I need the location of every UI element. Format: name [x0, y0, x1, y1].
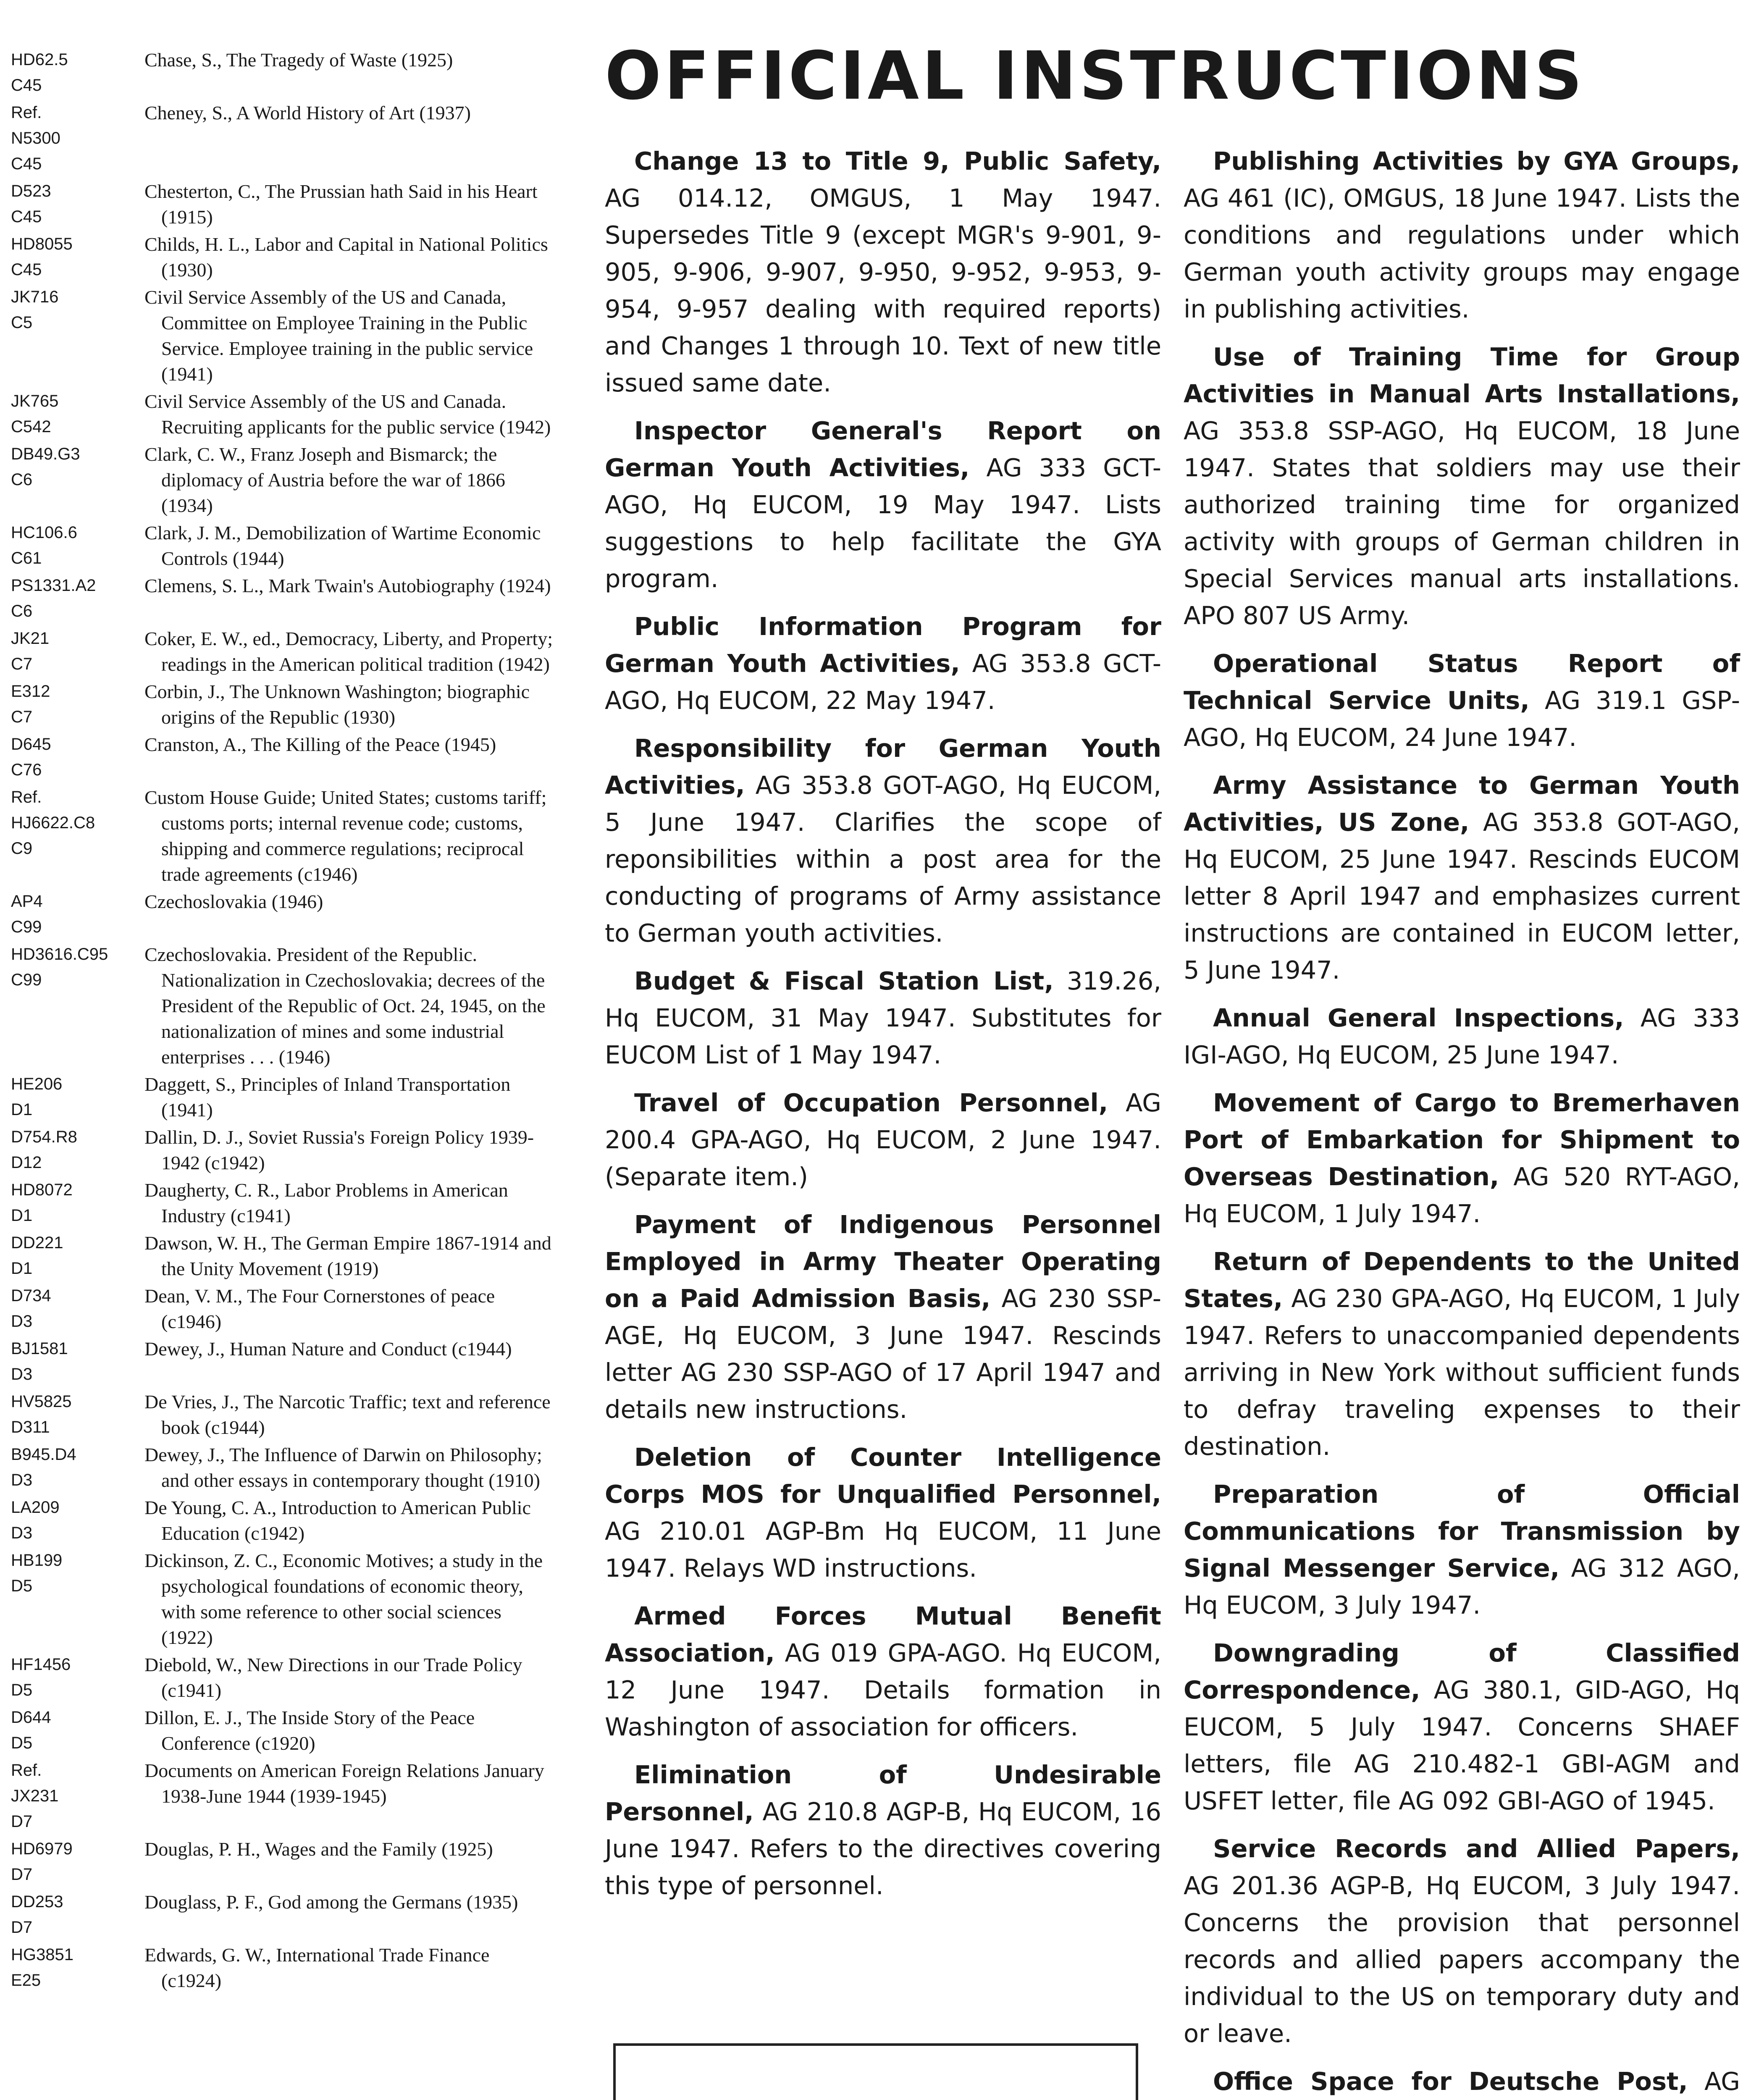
instruction-entry: [605, 412, 1161, 597]
instruction-details: AG 353.8 SSP-AGO, Hq EUCOM, 18 June 1947. States that soldiers may use their authorized training time for organized activity with groups of German children in Special Services manual arts installations. APO 807 US Army.: [1184, 416, 1740, 630]
bibliography-text: Dawson, W. H., The German Empire 1867-1914 and the Unity Movement (1919): [144, 1232, 551, 1279]
bibliography-entry: [11, 441, 553, 518]
call-number-line: D5: [11, 1734, 33, 1752]
instruction-title: Annual General Inspections,: [1213, 1003, 1624, 1032]
bibliography-entry: [11, 679, 553, 730]
instruction-title: Service Records and Allied Papers,: [1213, 1834, 1740, 1863]
bibliography-entry: [11, 47, 553, 98]
call-number-line: DD221: [11, 1234, 63, 1252]
call-number-line: D3: [11, 1312, 33, 1331]
bibliography-text: Douglass, P. F., God among the Germans (1935): [144, 1891, 518, 1913]
call-number-line: D1: [11, 1100, 33, 1119]
bibliography-entry: [11, 732, 553, 783]
bibliography-text: Dickinson, Z. C., Economic Motives; a study in the psychological foundations of economic theory, with some reference to other social sciences (1922): [144, 1550, 543, 1648]
call-number: [11, 178, 137, 230]
call-number-line: C76: [11, 761, 42, 779]
bibliography-text: Clemens, S. L., Mark Twain's Autobiography (1924): [144, 575, 551, 596]
call-number-line: D3: [11, 1471, 33, 1489]
call-number-line: D3: [11, 1365, 33, 1383]
call-number-line: N5300: [11, 129, 60, 147]
bibliography-entry: [11, 889, 553, 940]
instruction-details: AG 353.8 GOT-AGO, Hq EUCOM, 5 June 1947. Clarifies the scope of reponsibilities within a post area for the conducting of programs of Army assistance to German youth activities.: [605, 771, 1161, 948]
call-number-line: C6: [11, 602, 33, 620]
call-number: [11, 1442, 137, 1493]
call-number-line: C45: [11, 260, 42, 279]
instruction-entry: [605, 963, 1161, 1074]
bibliography-text: Clark, C. W., Franz Joseph and Bismarck; the diplomacy of Austria before the war of 1866 (1934): [144, 444, 505, 516]
call-number: [11, 785, 137, 887]
call-number: [11, 1071, 137, 1123]
call-number-line: HG3851: [11, 1945, 74, 1964]
call-number: [11, 1389, 137, 1440]
call-number-line: DB49.G3: [11, 445, 80, 463]
call-number-line: HC106.6: [11, 523, 77, 542]
call-number-line: D523: [11, 182, 51, 200]
bibliography-entry: [11, 1942, 553, 1993]
bibliography-text: Documents on American Foreign Relations January 1938-June 1944 (1939-1945): [144, 1760, 544, 1807]
call-number: [11, 231, 137, 283]
call-number-line: D5: [11, 1681, 33, 1699]
instruction-title: Office Space for Deutsche Post,: [1213, 2067, 1688, 2096]
instruction-entry: [1184, 2063, 1740, 2100]
bibliography-text: Custom House Guide; United States; customs tariff; customs ports; internal revenue code; customs, shipping and commerce regulations; reciprocal trade agreements (c1946): [144, 787, 547, 885]
call-number-line: C61: [11, 549, 42, 567]
call-number: [11, 1124, 137, 1176]
instruction-title: Deletion of Counter Intelligence Corps MOS for Unqualified Personnel,: [605, 1443, 1161, 1509]
call-number-line: C5: [11, 313, 33, 332]
instruction-title: Downgrading of Classified Correspondence,: [1184, 1638, 1740, 1704]
call-number-line: D754.R8: [11, 1128, 77, 1146]
bibliography-entry: [11, 1705, 553, 1756]
instruction-entry: [1184, 1084, 1740, 1232]
call-number: [11, 1836, 137, 1887]
call-number-line: JK21: [11, 629, 50, 648]
call-number-line: E25: [11, 1971, 41, 1990]
instruction-entry: [605, 730, 1161, 952]
call-number-line: D3: [11, 1524, 33, 1542]
call-number-line: HB199: [11, 1551, 63, 1570]
bibliography-text: Chesterton, C., The Prussian hath Said in his Heart (1915): [144, 181, 538, 228]
call-number-line: D7: [11, 1812, 33, 1831]
bibliography-list: [11, 47, 553, 1995]
bibliography-text: Dillon, E. J., The Inside Story of the Peace Conference (c1920): [144, 1707, 475, 1754]
call-number-line: HD8055: [11, 235, 73, 253]
instruction-details: AG 312 AGO, Hq EUCOM, 3 July 1947.: [1184, 1554, 1740, 1620]
instruction-details: AG 019 GPA-AGO. Hq EUCOM, 12 June 1947. Details formation in Washington of association for officers.: [605, 1638, 1161, 1741]
call-number: [11, 1230, 137, 1281]
bibliography-text: Czechoslovakia. President of the Republic. Nationalization in Czechoslovakia; decrees of the President of the Republic of Oct. 24, 1945, on the nationalization of mines and some industrial enterprises . . . (1946): [144, 944, 546, 1068]
bibliography-text: Dean, V. M., The Four Cornerstones of peace (c1946): [144, 1285, 495, 1332]
call-number-line: AP4: [11, 892, 43, 911]
instruction-details: AG 200.4 GPA-AGO, Hq EUCOM, 2 June 1947. (Separate item.): [605, 1088, 1161, 1191]
bibliography-entry: [11, 1652, 553, 1703]
call-number-line: C6: [11, 470, 33, 489]
call-number-line: D12: [11, 1153, 42, 1172]
bibliography-entry: [11, 785, 553, 887]
call-number: [11, 1283, 137, 1334]
instruction-details: AG 333 IGI-AGO, Hq EUCOM, 25 June 1947.: [1184, 1003, 1740, 1069]
call-number-line: HD8072: [11, 1181, 73, 1199]
instruction-entry: [1184, 1830, 1740, 2052]
call-number-line: HD3616.C95: [11, 945, 108, 963]
instruction-title: Public Information Program for German Youth Activities,: [605, 612, 1161, 678]
call-number: [11, 388, 137, 440]
call-number-line: JK716: [11, 288, 59, 306]
instruction-entry: [605, 1084, 1161, 1195]
bibliography-text: Daugherty, C. R., Labor Problems in American Industry (c1941): [144, 1179, 508, 1226]
call-number-line: PS1331.A2: [11, 576, 96, 595]
bibliography-text: Diebold, W., New Directions in our Trade Policy (c1941): [144, 1654, 522, 1701]
call-number-line: Ref.: [11, 103, 42, 122]
call-number-line: Ref.: [11, 788, 42, 806]
instruction-details: AG: [1704, 2067, 1740, 2096]
instruction-details: AG 210.01 AGP-Bm Hq EUCOM, 11 June 1947. Relays WD instructions.: [605, 1517, 1161, 1583]
instruction-details: AG 353.8 GOT-AGO, Hq EUCOM, 25 June 1947. Rescinds EUCOM letter 8 April 1947 and emphasizes current instructions are contained in EUCOM letter, 5 June 1947.: [1184, 808, 1740, 984]
instruction-details: AG 210.8 AGP-B, Hq EUCOM, 16 June 1947. Refers to the directives covering this type of personnel.: [605, 1797, 1161, 1900]
call-number-line: JX231: [11, 1787, 59, 1805]
instruction-entry: [605, 143, 1161, 402]
call-number-line: D311: [11, 1418, 50, 1436]
call-number-line: C45: [11, 207, 42, 226]
call-number-line: C99: [11, 971, 42, 989]
call-number-line: HV5825: [11, 1392, 72, 1411]
bibliography-entry: [11, 1124, 553, 1176]
bibliography-entry: [11, 573, 553, 624]
bibliography-entry: [11, 388, 553, 440]
call-number-line: HF1456: [11, 1655, 71, 1674]
instruction-title: Inspector General's Report on German Youth Activities,: [605, 416, 1161, 482]
instruction-entry: [605, 1756, 1161, 1904]
call-number-line: C99: [11, 918, 42, 936]
call-number: [11, 1889, 137, 1940]
bibliography-text: Coker, E. W., ed., Democracy, Liberty, and Property; readings in the American political tradition (1942): [144, 628, 553, 675]
call-number-line: C542: [11, 417, 51, 436]
bibliography-entry: [11, 1389, 553, 1440]
call-number-line: D5: [11, 1577, 33, 1595]
instruction-details: AG 201.36 AGP-B, Hq EUCOM, 3 July 1947. Concerns the provision that personnel records and allied papers accompany the individual to the US on temporary duty and or leave.: [1184, 1871, 1740, 2048]
call-number-line: C9: [11, 839, 33, 858]
instruction-title: Budget & Fiscal Station List,: [634, 966, 1054, 995]
bibliography-text: De Vries, J., The Narcotic Traffic; text and reference book (c1944): [144, 1391, 551, 1438]
instruction-details: 319.26, Hq EUCOM, 31 May 1947. Substitutes for EUCOM List of 1 May 1947.: [605, 966, 1161, 1069]
call-number-line: DD253: [11, 1893, 63, 1911]
page-title: OFFICIAL INSTRUCTIONS: [605, 37, 1586, 115]
instruction-details: AG 014.12, OMGUS, 1 May 1947. Supersedes Title 9 (except MGR's 9-901, 9-905, 9-906, 9-907, 9-950, 9-952, 9-953, 9-954, 9-957 dealing with required reports) and Changes 1 through 10. Text of new title issued same date.: [605, 184, 1161, 397]
instruction-title: Army Assistance to German Youth Activities, US Zone,: [1184, 771, 1740, 837]
call-number: [11, 1652, 137, 1703]
call-number-line: BJ1581: [11, 1339, 68, 1358]
instruction-title: Use of Training Time for Group Activities in Manual Arts Installations,: [1184, 342, 1740, 408]
bibliography-text: Corbin, J., The Unknown Washington; biographic origins of the Republic (1930): [144, 681, 530, 728]
bibliography-text: Childs, H. L., Labor and Capital in National Politics (1930): [144, 234, 548, 281]
call-number-line: HE206: [11, 1075, 63, 1093]
call-number-line: D645: [11, 735, 51, 753]
call-number-line: C45: [11, 155, 42, 173]
call-number: [11, 284, 137, 387]
bibliography-entry: [11, 1283, 553, 1334]
call-number: [11, 520, 137, 571]
call-number: [11, 1548, 137, 1650]
instruction-title: Movement of Cargo to Bremerhaven Port of Embarkation for Shipment to Overseas Destination,: [1184, 1088, 1740, 1191]
bibliography-entry: [11, 520, 553, 571]
instruction-entry: [1184, 1000, 1740, 1074]
instruction-entry: [605, 1598, 1161, 1746]
instruction-title: Return of Dependents to the United States,: [1184, 1247, 1740, 1313]
call-number-line: HD6979: [11, 1840, 73, 1858]
bibliography-text: Dallin, D. J., Soviet Russia's Foreign Policy 1939-1942 (c1942): [144, 1126, 534, 1173]
instruction-title: Payment of Indigenous Personnel Employed in Army Theater Operating on a Paid Admission Basis,: [605, 1210, 1161, 1313]
call-number: [11, 47, 137, 98]
call-number: [11, 889, 137, 940]
bibliography-entry: [11, 942, 553, 1070]
bibliography-entry: [11, 1889, 553, 1940]
call-number-line: HJ6622.C8: [11, 814, 95, 832]
instruction-details: AG 319.1 GSP-AGO, Hq EUCOM, 24 June 1947.: [1184, 686, 1740, 752]
bibliography-entry: [11, 284, 553, 387]
bibliography-text: Civil Service Assembly of the US and Canada, Committee on Employee Training in the Public Service. Employee training in the public service (1941): [144, 286, 533, 385]
bibliography-entry: [11, 626, 553, 677]
call-number: [11, 573, 137, 624]
instructions-column-1: [605, 143, 1161, 1915]
call-number: [11, 942, 137, 1070]
instruction-details: AG 461 (IC), OMGUS, 18 June 1947. Lists the conditions and regulations under which German youth activity groups may engage in publishing activities.: [1184, 184, 1740, 323]
instruction-entry: [605, 608, 1161, 719]
call-number: [11, 1942, 137, 1993]
instruction-details: AG 230 SSP-AGE, Hq EUCOM, 3 June 1947. Rescinds letter AG 230 SSP-AGO of 17 April 1947 and details new instructions.: [605, 1284, 1161, 1424]
bibliography-text: Cranston, A., The Killing of the Peace (1945): [144, 734, 496, 755]
bibliography-text: Czechoslovakia (1946): [144, 891, 323, 912]
instruction-title: Elimination of Undesirable Personnel,: [605, 1760, 1161, 1826]
instruction-title: Publishing Activities by GYA Groups,: [1213, 147, 1740, 176]
instruction-entry: [1184, 645, 1740, 756]
call-number-line: D644: [11, 1708, 51, 1727]
bibliography-entry: [11, 1495, 553, 1546]
bibliography-text: Douglas, P. H., Wages and the Family (1925): [144, 1838, 493, 1860]
call-number: [11, 100, 137, 177]
instruction-details: AG 520 RYT-AGO, Hq EUCOM, 1 July 1947.: [1184, 1162, 1740, 1228]
instruction-entry: [1184, 1243, 1740, 1465]
call-number-line: LA209: [11, 1498, 60, 1517]
bibliography-entry: [11, 1548, 553, 1650]
bibliography-entry: [11, 1071, 553, 1123]
instruction-details: AG 230 GPA-AGO, Hq EUCOM, 1 July 1947. Refers to unaccompanied dependents arriving in New York without sufficient funds to defray traveling expenses to their destination.: [1184, 1284, 1740, 1461]
bibliography-text: Daggett, S., Principles of Inland Transportation (1941): [144, 1074, 511, 1121]
call-number: [11, 441, 137, 518]
instruction-title: Change 13 to Title 9, Public Safety,: [634, 147, 1161, 176]
instruction-title: Responsibility for German Youth Activities,: [605, 734, 1161, 800]
call-number: [11, 1758, 137, 1835]
call-number: [11, 1336, 137, 1387]
bibliography-text: Clark, J. M., Demobilization of Wartime Economic Controls (1944): [144, 522, 541, 569]
call-number-line: D734: [11, 1286, 51, 1305]
call-number: [11, 1705, 137, 1756]
call-number-line: JK765: [11, 392, 59, 410]
call-number: [11, 626, 137, 677]
call-number-line: HD62.5: [11, 50, 68, 69]
bibliography-entry: [11, 1836, 553, 1887]
bibliography-text: Edwards, G. W., International Trade Finance (c1924): [144, 1944, 490, 1991]
instruction-details: AG 353.8 GCT-AGO, Hq EUCOM, 22 May 1947.: [605, 649, 1161, 715]
bibliography-text: Dewey, J., Human Nature and Conduct (c1944): [144, 1338, 512, 1360]
call-number-line: C7: [11, 655, 33, 673]
instruction-title: Operational Status Report of Technical Service Units,: [1184, 649, 1740, 715]
bibliography-text: De Young, C. A., Introduction to American Public Education (c1942): [144, 1497, 531, 1544]
bibliography-entry: [11, 178, 553, 230]
instruction-entry: [605, 1439, 1161, 1587]
bibliography-entry: [11, 1230, 553, 1281]
instruction-title: Travel of Occupation Personnel,: [634, 1088, 1108, 1117]
call-number-line: D1: [11, 1259, 33, 1278]
call-number-line: B945.D4: [11, 1445, 76, 1464]
bibliography-text: Cheney, S., A World History of Art (1937): [144, 102, 471, 123]
bibliography-entry: [11, 231, 553, 283]
instruction-details: AG 333 GCT-AGO, Hq EUCOM, 19 May 1947. Lists suggestions to help facilitate the GYA program.: [605, 453, 1161, 593]
call-number: [11, 1495, 137, 1546]
copies-notice-box: [613, 2043, 1138, 2100]
call-number-line: C7: [11, 708, 33, 726]
call-number-line: D7: [11, 1918, 33, 1937]
instruction-entry: [605, 1206, 1161, 1428]
call-number-line: D7: [11, 1865, 33, 1884]
instruction-entry: [1184, 143, 1740, 328]
call-number: [11, 679, 137, 730]
call-number-line: D1: [11, 1206, 33, 1225]
call-number: [11, 1177, 137, 1228]
instruction-entry: [1184, 767, 1740, 989]
bibliography-entry: [11, 100, 553, 177]
bibliography-entry: [11, 1177, 553, 1228]
bibliography-entry: [11, 1336, 553, 1387]
bibliography-text: Dewey, J., The Influence of Darwin on Philosophy; and other essays in contemporary thought (1910): [144, 1444, 542, 1491]
call-number: [11, 732, 137, 783]
instructions-column-2: [1184, 143, 1740, 2100]
instruction-entry: [1184, 1635, 1740, 1819]
instruction-title: Armed Forces Mutual Benefit Association,: [605, 1601, 1161, 1667]
bibliography-entry: [11, 1442, 553, 1493]
bibliography-entry: [11, 1758, 553, 1835]
instruction-entry: [1184, 339, 1740, 634]
bibliography-text: Chase, S., The Tragedy of Waste (1925): [144, 49, 453, 71]
instruction-title: Preparation of Official Communications for Transmission by Signal Messenger Service,: [1184, 1480, 1740, 1583]
call-number-line: Ref.: [11, 1761, 42, 1780]
instruction-entry: [1184, 1476, 1740, 1624]
call-number-line: E312: [11, 682, 50, 701]
call-number-line: C45: [11, 76, 42, 94]
bibliography-text: Civil Service Assembly of the US and Canada. Recruiting applicants for the public service (1942): [144, 391, 551, 438]
instruction-details: AG 380.1, GID-AGO, Hq EUCOM, 5 July 1947. Concerns SHAEF letters, file AG 210.482-1 GBI-AGM and USFET letter, file AG 092 GBI-AGO of 1945.: [1184, 1675, 1740, 1815]
